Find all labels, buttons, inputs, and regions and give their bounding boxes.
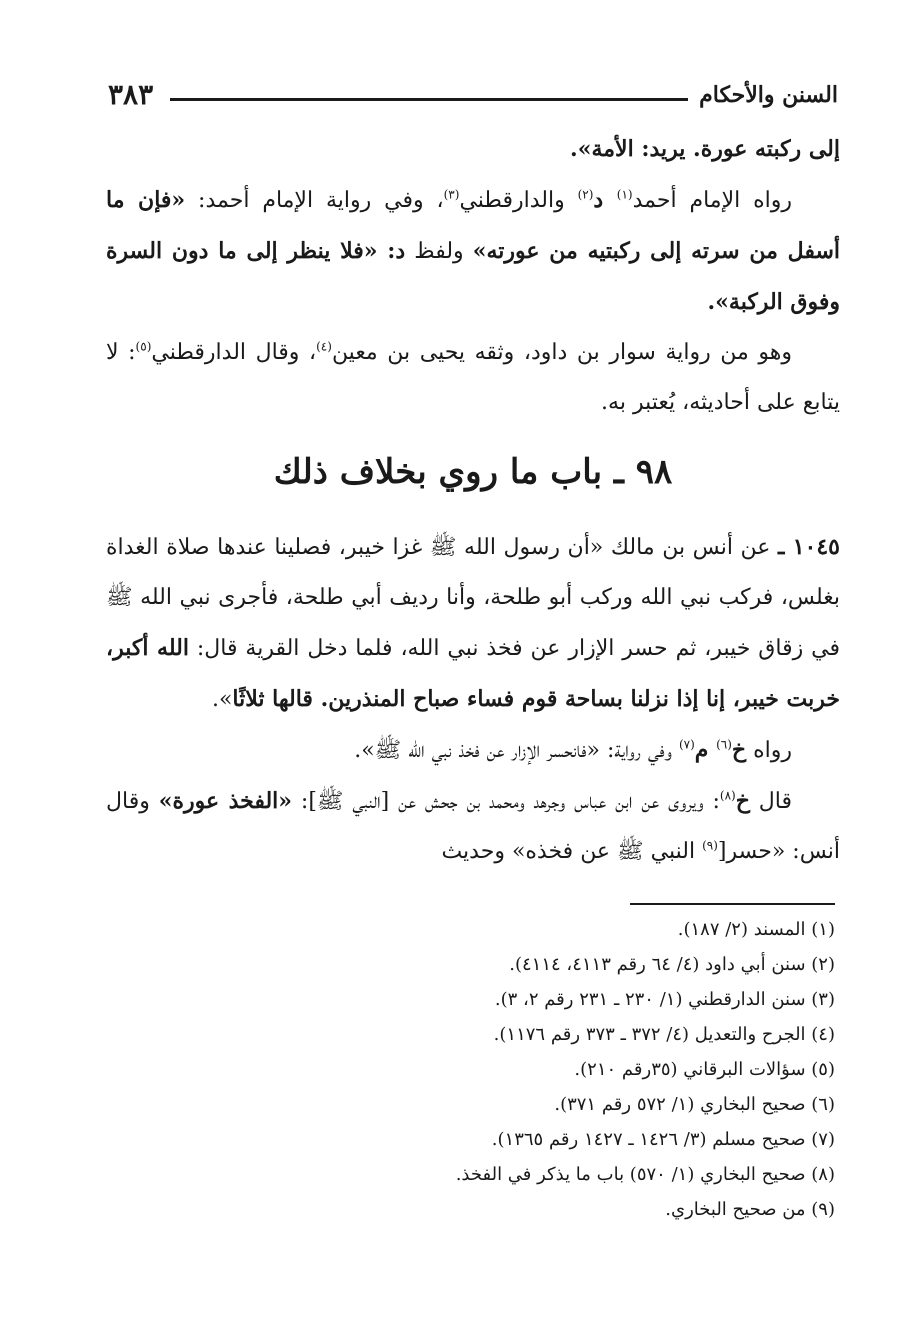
footnote-ref[interactable]: (٣) (443, 187, 460, 202)
footnote-ref[interactable]: (٢) (577, 187, 594, 202)
text-span: ، وفي رواية الإمام أحمد: (185, 188, 444, 213)
footnote-ref[interactable]: (٧) (678, 737, 695, 752)
paragraph-grading (106, 328, 840, 428)
main-text (106, 124, 840, 877)
text-span: النبي ﷺ عن فخذه» وحديث (441, 839, 703, 864)
text-span: قال (749, 789, 792, 814)
text-span: وفي رواية: «فانحسر الإزار عن فخذ نبي الله ﷺ». (354, 738, 679, 763)
hadith-quote: «فلا ينظر إلى ما دون السرة وفوق الركبة». (106, 238, 840, 315)
footnote: (٧) صحيح مسلم (٣/ ١٤٢٦ ـ ١٤٢٧ رقم ١٣٦٥). (491, 1129, 835, 1150)
source-code: خ (735, 788, 750, 814)
source-code: د (593, 187, 617, 213)
hadith-number: ١٠٤٥ ـ (778, 534, 840, 560)
footnote-ref[interactable]: (٤) (316, 339, 332, 354)
footnote-ref[interactable]: (٥) (135, 339, 152, 354)
paragraph-bukhari-comment (106, 776, 840, 877)
footnote: (٩) من صحيح البخاري. (665, 1199, 835, 1220)
page-number: ٣٨٣ (108, 78, 154, 111)
footnote-separator (630, 903, 835, 905)
text-span: والدارقطني (459, 188, 578, 213)
paragraph-narration-2 (106, 725, 840, 776)
text-span: رواه الإمام أحمد (632, 188, 793, 213)
footnote-ref[interactable]: (٦) (716, 737, 732, 752)
text-span: : ويروى عن ابن عباس وجرهد ومحمد بن جحش عن [النبي ﷺ]: (292, 789, 720, 814)
footnote: (١) المسند (٢/ ١٨٧). (677, 919, 835, 940)
paragraph-continuation (106, 124, 840, 175)
footnote: (٣) سنن الدارقطني (١/ ٢٣٠ ـ ٢٣١ رقم ٢، ٣). (494, 989, 835, 1010)
hadith-quote: «فإن ما أسفل من سرته إلى ركبتيه من عورته» (106, 187, 840, 264)
footnote-ref[interactable]: (٨) (719, 788, 736, 803)
footnote: (٦) صحيح البخاري (١/ ٥٧٢ رقم ٣٧١). (554, 1094, 835, 1115)
paragraph-narration (106, 175, 840, 328)
source-code: خ (731, 737, 747, 763)
text-span: : لا يتابع على أحاديثه، يُعتبر به. (106, 340, 840, 415)
footnote: (٨) صحيح البخاري (١/ ٥٧٠) باب ما يذكر في الفخذ. (455, 1164, 835, 1185)
header-rule (170, 98, 688, 101)
hadith-paragraph (106, 522, 840, 725)
text-span: وقال أنس: «حسر[ (106, 789, 840, 864)
text-span: ». (211, 687, 233, 712)
hadith-quote: «الفخذ عورة» (158, 788, 293, 814)
footnote: (٤) الجرح والتعديل (٤/ ٣٧٢ ـ ٣٧٣ رقم ١١٧٦). (493, 1024, 835, 1045)
text-span: وهو من رواية سوار بن داود، وثقه يحيى بن معين (331, 340, 792, 365)
footnotes (235, 912, 835, 1227)
source-code: د: (377, 238, 406, 264)
text-span: عن أنس بن مالك «أن رسول الله ﷺ غزا خيبر، فصلينا عندها صلاة الغداة بغلس، فركب نبي الله وركب أبو طلحة، وأنا رديف أبي طلحة، فأجرى نبي الله ﷺ في زقاق خيبر، ثم حسر الإزار عن فخذ نبي الله، فلما دخل القرية قال: (106, 535, 840, 661)
source-code: م (694, 737, 717, 763)
text-span: ، وقال الدارقطني (151, 340, 317, 365)
book-title: السنن والأحكام (699, 82, 838, 108)
footnote-ref[interactable]: (١) (616, 187, 633, 202)
footnote-ref[interactable]: (٩) (702, 838, 718, 853)
footnote: (٥) سؤالات البرقاني (٣٥رقم ٢١٠). (574, 1059, 835, 1080)
hadith-quote: الله أكبر، خربت خيبر، إنا إذا نزلنا بساحة قوم فساء صباح المنذرين. قالها ثلاثًا (106, 635, 840, 712)
paragraph-text: إلى ركبته عورة. يريد: الأمة». (570, 136, 840, 162)
text-span: رواه (746, 738, 792, 763)
chapter-heading: ٩٨ ـ باب ما روي بخلاف ذلك (273, 452, 673, 492)
footnote: (٢) سنن أبي داود (٤/ ٦٤ رقم ٤١١٣، ٤١١٤). (509, 954, 835, 975)
page-header (108, 78, 838, 118)
text-span: ولفظ (405, 239, 473, 264)
